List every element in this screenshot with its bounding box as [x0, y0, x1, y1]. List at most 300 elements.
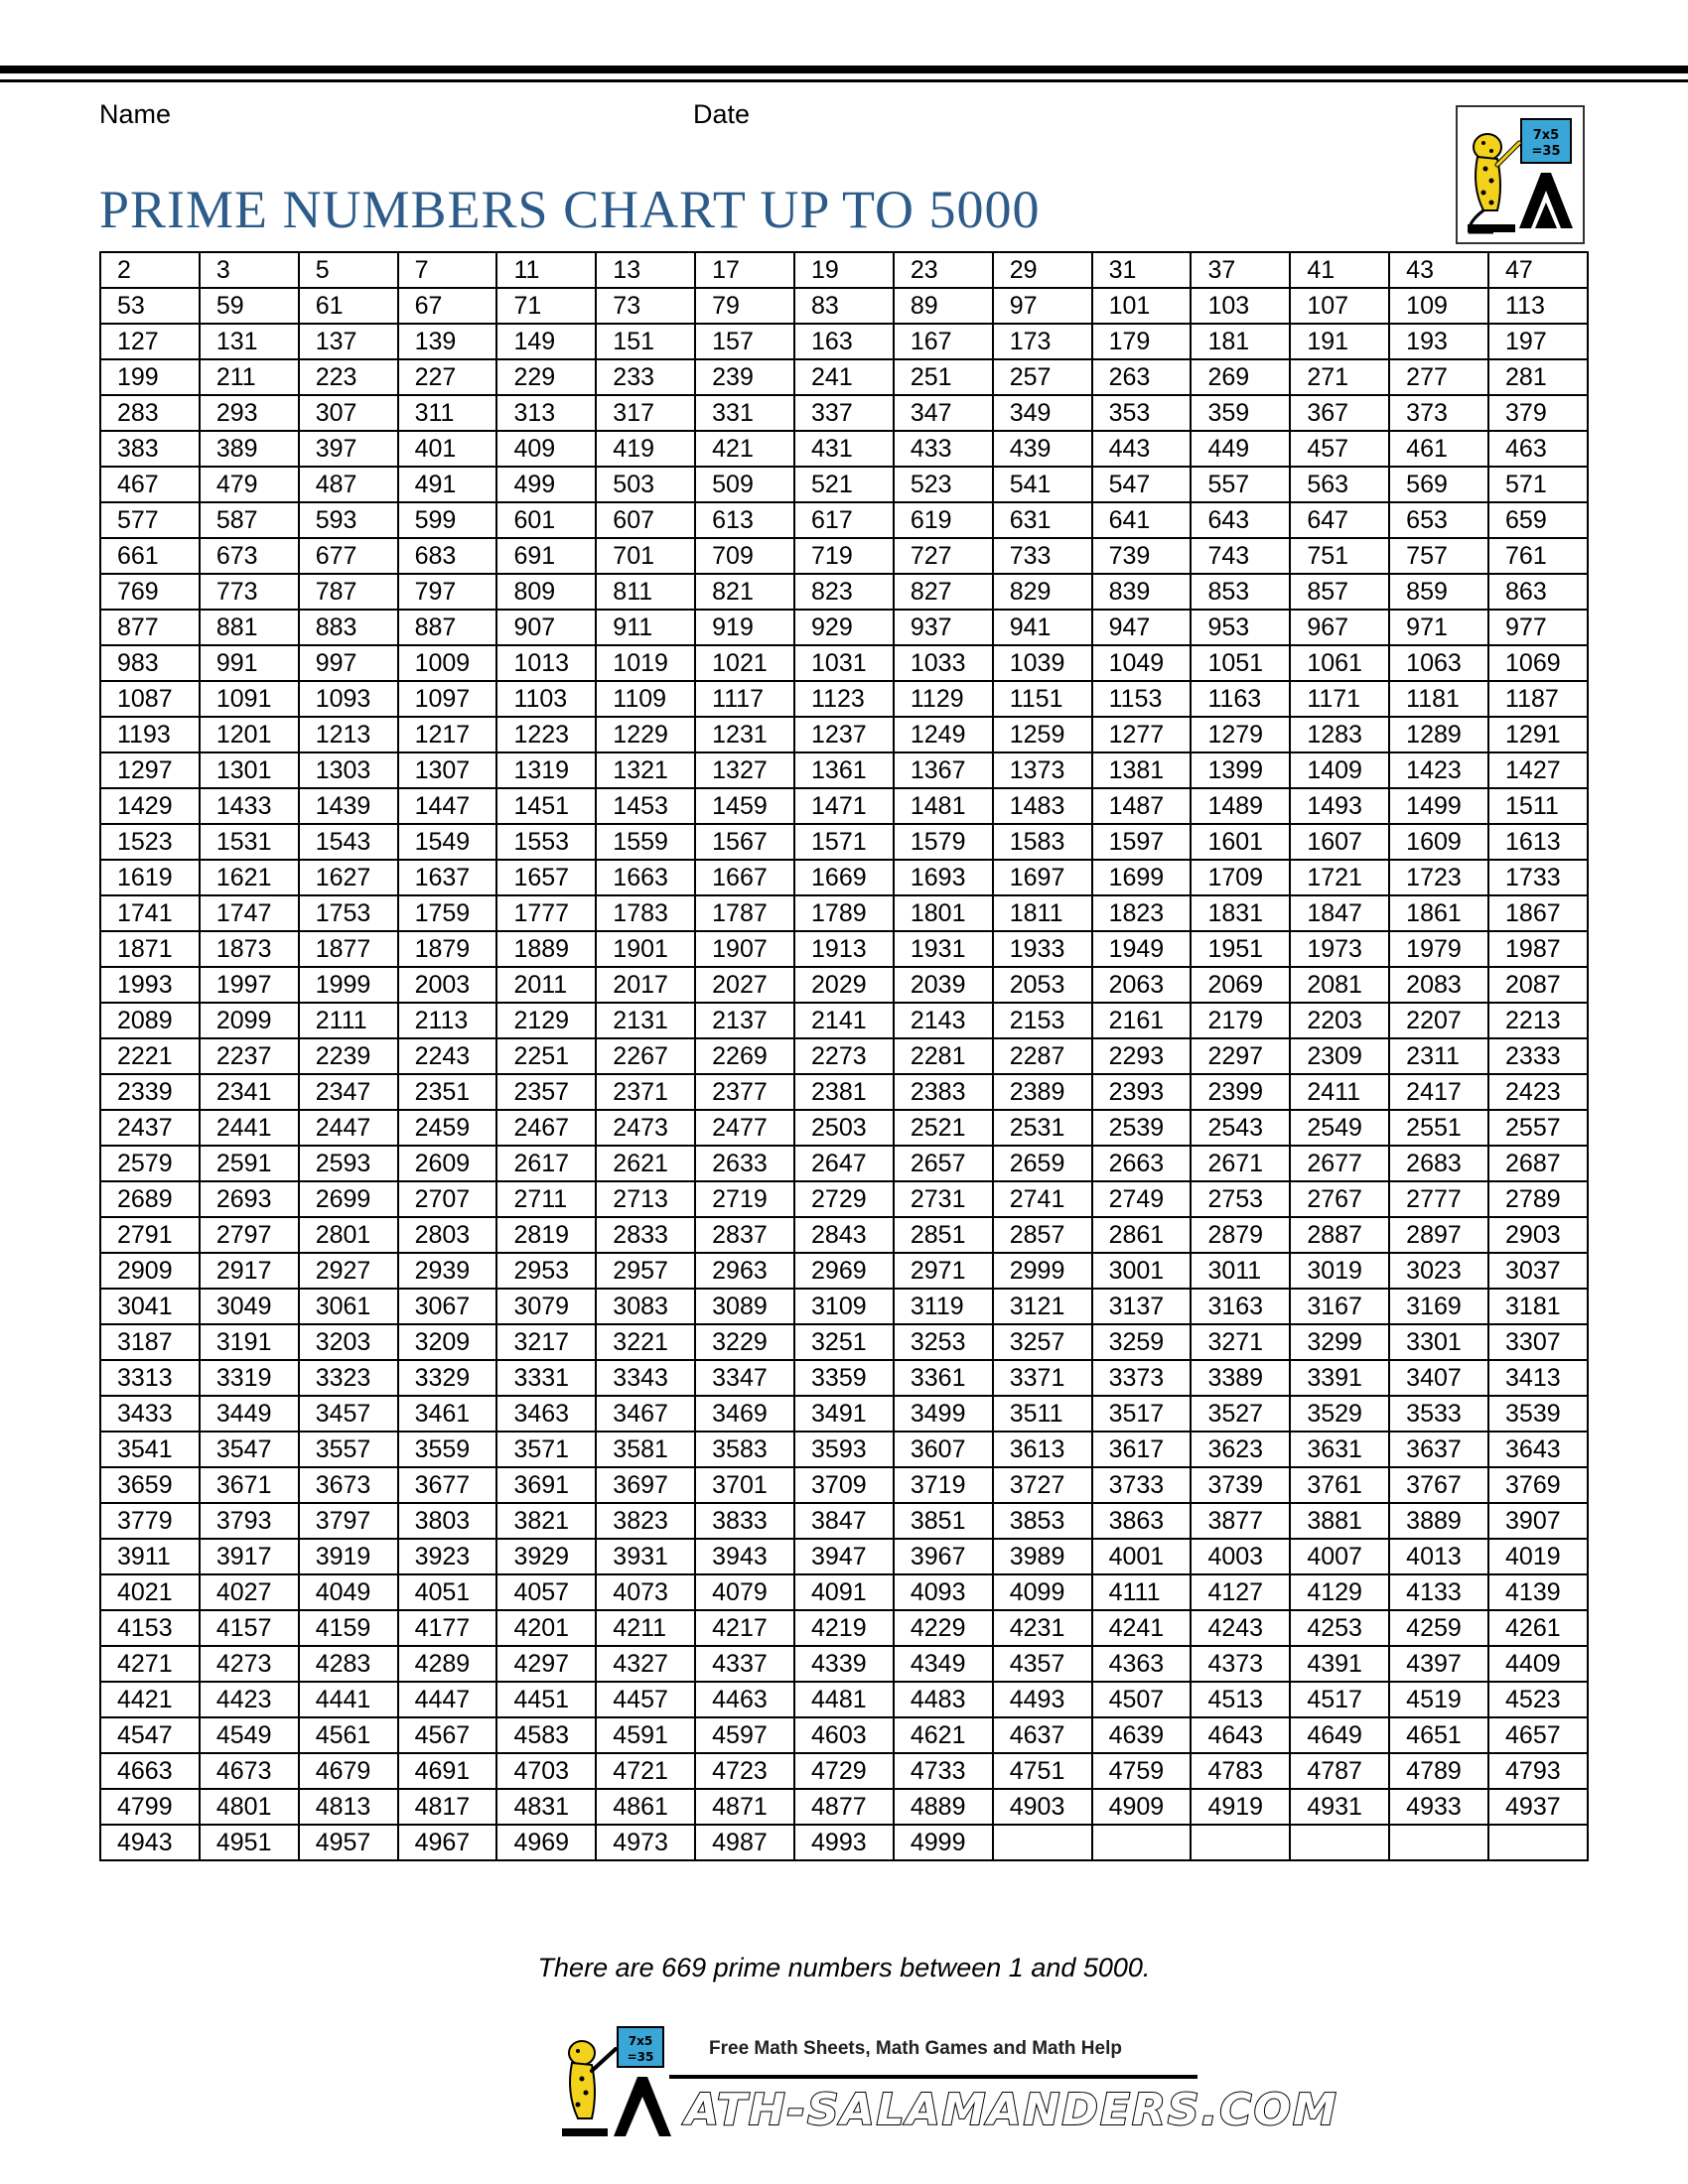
prime-cell: 3943 [695, 1539, 794, 1574]
prime-cell: 743 [1191, 538, 1290, 574]
prime-cell: 1493 [1290, 788, 1389, 824]
prime-cell: 4483 [894, 1682, 993, 1717]
prime-cell: 2 [100, 252, 200, 288]
prime-cell: 941 [993, 610, 1092, 645]
prime-cell: 1409 [1290, 752, 1389, 788]
prime-cell: 3803 [398, 1503, 497, 1539]
table-row [100, 502, 1588, 538]
prime-cell: 1619 [100, 860, 200, 895]
table-row [100, 824, 1588, 860]
prime-cell: 1361 [794, 752, 894, 788]
prime-cell: 1571 [794, 824, 894, 860]
prime-cell: 241 [794, 359, 894, 395]
prime-cell: 3761 [1290, 1467, 1389, 1503]
prime-cell: 2731 [894, 1181, 993, 1217]
prime-cell: 2477 [695, 1110, 794, 1146]
prime-cell: 2339 [100, 1074, 200, 1110]
prime-cell: 4261 [1488, 1610, 1588, 1646]
prime-cell: 2543 [1191, 1110, 1290, 1146]
prime-cell: 1373 [993, 752, 1092, 788]
name-label: Name [99, 99, 172, 129]
prime-cell: 2381 [794, 1074, 894, 1110]
prime-cell: 3637 [1389, 1432, 1488, 1467]
table-row [100, 574, 1588, 610]
prime-cell: 2801 [299, 1217, 398, 1253]
prime-cell: 2719 [695, 1181, 794, 1217]
prime-cell: 1439 [299, 788, 398, 824]
prime-cell: 1669 [794, 860, 894, 895]
prime-cell: 4813 [299, 1789, 398, 1825]
prime-cell: 1789 [794, 895, 894, 931]
prime-cell: 2437 [100, 1110, 200, 1146]
prime-cell: 503 [596, 467, 695, 502]
prime-cell: 4139 [1488, 1574, 1588, 1610]
prime-cell: 3359 [794, 1360, 894, 1396]
prime-cell: 4327 [596, 1646, 695, 1682]
prime-cell: 4621 [894, 1717, 993, 1753]
prime-cell: 449 [1191, 431, 1290, 467]
prime-cell: 2591 [200, 1146, 299, 1181]
prime-cell: 1721 [1290, 860, 1389, 895]
prime-cell: 3989 [993, 1539, 1092, 1574]
prime-cell: 2099 [200, 1003, 299, 1038]
prime-cell: 2351 [398, 1074, 497, 1110]
prime-cell: 347 [894, 395, 993, 431]
prime-cell: 1093 [299, 681, 398, 717]
prime-cell: 733 [993, 538, 1092, 574]
prime-cell: 2473 [596, 1110, 695, 1146]
prime-cell: 4517 [1290, 1682, 1389, 1717]
prime-cell: 3203 [299, 1324, 398, 1360]
prime-cell: 2357 [496, 1074, 596, 1110]
prime-cell: 2593 [299, 1146, 398, 1181]
prime-cell: 4241 [1092, 1610, 1192, 1646]
prime-cell: 2003 [398, 967, 497, 1003]
prime-cell: 3371 [993, 1360, 1092, 1396]
prime-cell: 1459 [695, 788, 794, 824]
prime-cell: 139 [398, 324, 497, 359]
prime-cell: 2029 [794, 967, 894, 1003]
prime-cell: 1777 [496, 895, 596, 931]
prime-cell: 2447 [299, 1110, 398, 1146]
prime-cell: 3863 [1092, 1503, 1192, 1539]
prime-cell: 2111 [299, 1003, 398, 1038]
prime-cell: 1667 [695, 860, 794, 895]
prime-cell: 3449 [200, 1396, 299, 1432]
prime-cell: 1217 [398, 717, 497, 752]
prime-cell: 1931 [894, 931, 993, 967]
prime-cell: 3517 [1092, 1396, 1192, 1432]
prime-cell: 1153 [1092, 681, 1192, 717]
prime-cell: 1367 [894, 752, 993, 788]
prime-cell: 311 [398, 395, 497, 431]
prime-cell: 2909 [100, 1253, 200, 1289]
prime-cell: 4273 [200, 1646, 299, 1682]
prime-cell: 2707 [398, 1181, 497, 1217]
prime-cell: 521 [794, 467, 894, 502]
logo-sum-line1: 7x5 [1532, 128, 1560, 143]
prime-cell: 1097 [398, 681, 497, 717]
prime-cell: 4177 [398, 1610, 497, 1646]
prime-cell: 4723 [695, 1753, 794, 1789]
prime-cell: 491 [398, 467, 497, 502]
prime-cell: 29 [993, 252, 1092, 288]
prime-cell: 3947 [794, 1539, 894, 1574]
prime-cell: 577 [100, 502, 200, 538]
prime-cell: 1583 [993, 824, 1092, 860]
prime-cell: 3631 [1290, 1432, 1389, 1467]
prime-cell: 4679 [299, 1753, 398, 1789]
prime-cell: 331 [695, 395, 794, 431]
prime-cell: 1523 [100, 824, 200, 860]
prime-cell: 1033 [894, 645, 993, 681]
prime-cell: 877 [100, 610, 200, 645]
prime-cell: 4339 [794, 1646, 894, 1682]
prime-cell: 1609 [1389, 824, 1488, 860]
prime-cell: 3923 [398, 1539, 497, 1574]
prime-cell: 2851 [894, 1217, 993, 1253]
prime-cell: 2063 [1092, 967, 1192, 1003]
prime-cell: 2243 [398, 1038, 497, 1074]
prime-cell: 3533 [1389, 1396, 1488, 1432]
prime-cell: 397 [299, 431, 398, 467]
prime-cell: 239 [695, 359, 794, 395]
prime-cell: 983 [100, 645, 200, 681]
prime-cell [1488, 1825, 1588, 1860]
prime-cell: 2633 [695, 1146, 794, 1181]
prime-cell: 613 [695, 502, 794, 538]
prime-cell: 991 [200, 645, 299, 681]
table-row [100, 1503, 1588, 1539]
prime-cell: 811 [596, 574, 695, 610]
prime-cell: 1973 [1290, 931, 1389, 967]
prime-cell: 3673 [299, 1467, 398, 1503]
table-row [100, 645, 1588, 681]
prime-cell: 4691 [398, 1753, 497, 1789]
primes-table [99, 251, 1589, 1861]
prime-cell: 1487 [1092, 788, 1192, 824]
prime-cell: 383 [100, 431, 200, 467]
prime-cell: 599 [398, 502, 497, 538]
table-row [100, 1574, 1588, 1610]
prime-cell: 3547 [200, 1432, 299, 1467]
prime-cell: 1613 [1488, 824, 1588, 860]
prime-cell: 19 [794, 252, 894, 288]
prime-cell: 1607 [1290, 824, 1389, 860]
table-row [100, 1467, 1588, 1503]
prime-cell: 3851 [894, 1503, 993, 1539]
prime-cell: 3389 [1191, 1360, 1290, 1396]
prime-cell: 2879 [1191, 1217, 1290, 1253]
prime-cell: 37 [1191, 252, 1290, 288]
prime-cell: 3299 [1290, 1324, 1389, 1360]
prime-cell: 2833 [596, 1217, 695, 1253]
prime-cell: 1289 [1389, 717, 1488, 752]
prime-cell: 1759 [398, 895, 497, 931]
prime-cell: 2927 [299, 1253, 398, 1289]
prime-cell: 641 [1092, 502, 1192, 538]
prime-cell: 223 [299, 359, 398, 395]
prime-cell: 4759 [1092, 1753, 1192, 1789]
prime-cell: 1201 [200, 717, 299, 752]
prime-cell: 1433 [200, 788, 299, 824]
prime-cell: 1543 [299, 824, 398, 860]
prime-cell: 3529 [1290, 1396, 1389, 1432]
prime-cell: 373 [1389, 395, 1488, 431]
prime-cell: 4943 [100, 1825, 200, 1860]
table-row [100, 395, 1588, 431]
prime-cell: 4783 [1191, 1753, 1290, 1789]
prime-cell: 2309 [1290, 1038, 1389, 1074]
prime-cell [1290, 1825, 1389, 1860]
prime-cell: 1091 [200, 681, 299, 717]
prime-cell: 919 [695, 610, 794, 645]
prime-cell: 2659 [993, 1146, 1092, 1181]
prime-count-note: There are 669 prime numbers between 1 and 5000. [537, 1953, 1151, 1982]
prime-cell: 67 [398, 288, 497, 324]
prime-cell: 1249 [894, 717, 993, 752]
top-rule-thin [0, 79, 1688, 82]
footer-underline [669, 2075, 1197, 2079]
prime-cell: 3323 [299, 1360, 398, 1396]
prime-cell: 4933 [1389, 1789, 1488, 1825]
prime-cell: 2557 [1488, 1110, 1588, 1146]
prime-cell: 3571 [496, 1432, 596, 1467]
prime-cell [1389, 1825, 1488, 1860]
prime-cell: 2011 [496, 967, 596, 1003]
prime-cell: 1831 [1191, 895, 1290, 931]
prime-cell: 2087 [1488, 967, 1588, 1003]
prime-cell: 2377 [695, 1074, 794, 1110]
prime-cell: 103 [1191, 288, 1290, 324]
prime-cell: 2843 [794, 1217, 894, 1253]
prime-cell: 3931 [596, 1539, 695, 1574]
top-rule-thick [0, 66, 1688, 73]
prime-cell: 1181 [1389, 681, 1488, 717]
prime-cell: 2683 [1389, 1146, 1488, 1181]
table-row [100, 1539, 1588, 1574]
prime-cell: 4999 [894, 1825, 993, 1860]
prime-cell: 3701 [695, 1467, 794, 1503]
table-row [100, 1324, 1588, 1360]
prime-cell: 2713 [596, 1181, 695, 1217]
prime-cell: 3677 [398, 1467, 497, 1503]
prime-cell: 2971 [894, 1253, 993, 1289]
prime-cell: 2579 [100, 1146, 200, 1181]
primes-table-body [100, 252, 1588, 1860]
prime-cell: 4357 [993, 1646, 1092, 1682]
prime-cell: 4969 [496, 1825, 596, 1860]
prime-cell: 1549 [398, 824, 497, 860]
prime-cell: 4799 [100, 1789, 200, 1825]
prime-cell: 2837 [695, 1217, 794, 1253]
prime-cell: 601 [496, 502, 596, 538]
prime-cell: 4019 [1488, 1539, 1588, 1574]
prime-cell: 1039 [993, 645, 1092, 681]
prime-cell: 1123 [794, 681, 894, 717]
prime-cell: 3037 [1488, 1253, 1588, 1289]
prime-cell: 4591 [596, 1717, 695, 1753]
table-row [100, 431, 1588, 467]
prime-cell: 1697 [993, 860, 1092, 895]
prime-cell: 4099 [993, 1574, 1092, 1610]
prime-cell: 557 [1191, 467, 1290, 502]
prime-cell: 4649 [1290, 1717, 1389, 1753]
prime-cell: 2417 [1389, 1074, 1488, 1110]
prime-cell: 4349 [894, 1646, 993, 1682]
prime-cell: 4441 [299, 1682, 398, 1717]
prime-cell: 179 [1092, 324, 1192, 359]
prime-cell: 739 [1092, 538, 1192, 574]
prime-cell: 1787 [695, 895, 794, 931]
prime-cell: 911 [596, 610, 695, 645]
prime-cell: 2789 [1488, 1181, 1588, 1217]
prime-cell: 283 [100, 395, 200, 431]
prime-cell: 761 [1488, 538, 1588, 574]
table-row [100, 1396, 1588, 1432]
prime-cell: 709 [695, 538, 794, 574]
prime-cell: 4127 [1191, 1574, 1290, 1610]
prime-cell: 4397 [1389, 1646, 1488, 1682]
prime-cell: 4657 [1488, 1717, 1588, 1753]
prime-cell: 3271 [1191, 1324, 1290, 1360]
prime-cell: 3011 [1191, 1253, 1290, 1289]
prime-cell: 2549 [1290, 1110, 1389, 1146]
prime-cell: 59 [200, 288, 299, 324]
prime-cell: 3877 [1191, 1503, 1290, 1539]
prime-cell: 683 [398, 538, 497, 574]
prime-cell: 1319 [496, 752, 596, 788]
prime-cell: 3407 [1389, 1360, 1488, 1396]
prime-cell: 2647 [794, 1146, 894, 1181]
prime-cell: 4903 [993, 1789, 1092, 1825]
prime-cell: 227 [398, 359, 497, 395]
prime-cell: 2017 [596, 967, 695, 1003]
prime-cell: 2677 [1290, 1146, 1389, 1181]
prime-cell: 1453 [596, 788, 695, 824]
prime-cell: 3343 [596, 1360, 695, 1396]
prime-cell: 2179 [1191, 1003, 1290, 1038]
table-row [100, 1825, 1588, 1860]
prime-cell: 907 [496, 610, 596, 645]
prime-cell: 3821 [496, 1503, 596, 1539]
prime-cell: 181 [1191, 324, 1290, 359]
prime-cell: 461 [1389, 431, 1488, 467]
prime-cell: 541 [993, 467, 1092, 502]
prime-cell: 3907 [1488, 1503, 1588, 1539]
prime-cell: 4457 [596, 1682, 695, 1717]
prime-cell: 3221 [596, 1324, 695, 1360]
prime-cell: 4967 [398, 1825, 497, 1860]
prime-cell: 2887 [1290, 1217, 1389, 1253]
prime-cell: 2347 [299, 1074, 398, 1110]
prime-cell: 1231 [695, 717, 794, 752]
prime-cell: 2389 [993, 1074, 1092, 1110]
prime-cell: 1049 [1092, 645, 1192, 681]
prime-cell: 1051 [1191, 645, 1290, 681]
prime-cell: 3041 [100, 1289, 200, 1324]
prime-cell: 2749 [1092, 1181, 1192, 1217]
table-row [100, 1432, 1588, 1467]
prime-cell: 3593 [794, 1432, 894, 1467]
prime-cell: 191 [1290, 324, 1389, 359]
prime-cell: 1951 [1191, 931, 1290, 967]
prime-cell: 3079 [496, 1289, 596, 1324]
prime-cell: 2797 [200, 1217, 299, 1253]
prime-cell: 3671 [200, 1467, 299, 1503]
prime-cell: 4637 [993, 1717, 1092, 1753]
prime-cell: 2341 [200, 1074, 299, 1110]
table-row [100, 1646, 1588, 1682]
prime-cell: 4229 [894, 1610, 993, 1646]
prime-cell: 1601 [1191, 824, 1290, 860]
prime-cell: 4673 [200, 1753, 299, 1789]
prime-cell: 4159 [299, 1610, 398, 1646]
prime-cell: 379 [1488, 395, 1588, 431]
prime-cell: 3881 [1290, 1503, 1389, 1539]
prime-cell: 53 [100, 288, 200, 324]
prime-cell: 1163 [1191, 681, 1290, 717]
prime-cell: 3413 [1488, 1360, 1588, 1396]
prime-cell: 3001 [1092, 1253, 1192, 1289]
table-row [100, 1753, 1588, 1789]
prime-cell: 1259 [993, 717, 1092, 752]
prime-cell: 1579 [894, 824, 993, 860]
prime-cell: 1823 [1092, 895, 1192, 931]
prime-cell: 2371 [596, 1074, 695, 1110]
prime-cell: 2411 [1290, 1074, 1389, 1110]
prime-cell: 4561 [299, 1717, 398, 1753]
prime-cell: 3167 [1290, 1289, 1389, 1324]
prime-cell: 2239 [299, 1038, 398, 1074]
prime-cell: 823 [794, 574, 894, 610]
prime-cell: 2999 [993, 1253, 1092, 1289]
prime-cell: 41 [1290, 252, 1389, 288]
prime-cell: 467 [100, 467, 200, 502]
prime-cell: 433 [894, 431, 993, 467]
footer-site-name: ATH-SALAMANDERS.COM [685, 2085, 1338, 2135]
prime-cell: 2689 [100, 1181, 200, 1217]
table-row [100, 1003, 1588, 1038]
prime-cell: 4253 [1290, 1610, 1389, 1646]
footer-logo-sum-line2: =35 [627, 2050, 654, 2064]
table-row [100, 1682, 1588, 1717]
prime-cell: 4027 [200, 1574, 299, 1610]
prime-cell: 359 [1191, 395, 1290, 431]
prime-cell: 2113 [398, 1003, 497, 1038]
prime-cell: 257 [993, 359, 1092, 395]
prime-cell: 1327 [695, 752, 794, 788]
table-row [100, 359, 1588, 395]
footer-logo-sum-line1: 7x5 [628, 2034, 653, 2048]
table-row [100, 1217, 1588, 1253]
prime-cell: 4289 [398, 1646, 497, 1682]
prime-cell: 1307 [398, 752, 497, 788]
prime-cell: 431 [794, 431, 894, 467]
prime-cell: 43 [1389, 252, 1488, 288]
prime-cell: 1783 [596, 895, 695, 931]
prime-cell: 2957 [596, 1253, 695, 1289]
prime-cell: 3253 [894, 1324, 993, 1360]
prime-cell: 3919 [299, 1539, 398, 1574]
prime-cell: 3109 [794, 1289, 894, 1324]
table-row [100, 717, 1588, 752]
prime-cell: 4861 [596, 1789, 695, 1825]
prime-cell: 4987 [695, 1825, 794, 1860]
prime-cell: 3491 [794, 1396, 894, 1432]
prime-cell: 1733 [1488, 860, 1588, 895]
prime-cell: 47 [1488, 252, 1588, 288]
